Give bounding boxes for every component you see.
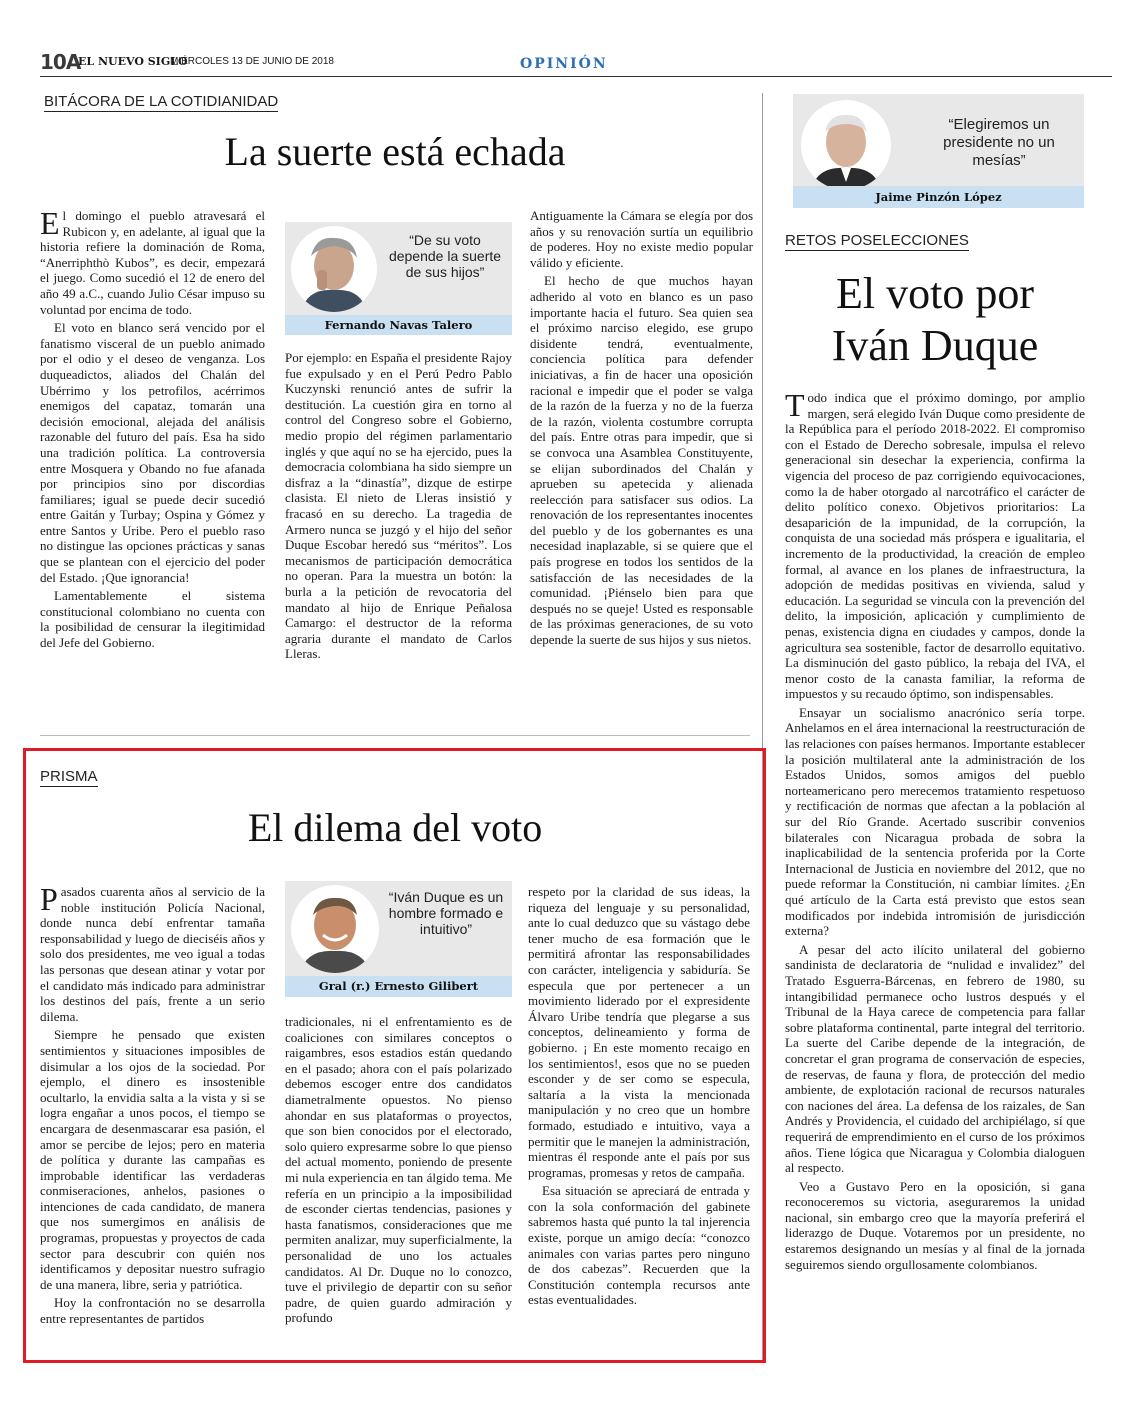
page-header [40,50,1112,78]
pullquote-text: “Iván Duque es un hombre formado e intuitivo” [388,889,504,937]
paragraph: El hecho de que muchos hayan adherido al voto en blanco es un paso importante hacia el futuro. Sea quien sea el próximo narciso elegido, ese grupo disidente tendrá, eventualmente, conciencia política para defender iniciativas, a fin de hacer una oposición racional e impedir que el poder se valga de la razón de la fuerza y no de la fuerza de la razón, violenta costumbre corrupta del país. Entre otras para impedir, que si se convoca una Asamblea Constituyente, se elijan subordinados del Chalán y aprueben su apetecida y alienada reelección para satisfacer sus odios. La renovación de los representantes inocentes del pueblo y de los gobernantes es una necesidad inaplazable, si se quiere que el país progrese en todos los sentidos de la satisfacción de las necesidades de la comunidad. ¡Piénselo bien para que después no se queje! Usted es responsable de las próximas generaciones, de su voto depende la suerte de sus hijos y sus nietos. [530,273,753,648]
author-photo [291,885,379,973]
article3-kicker: PRISMA [40,768,98,785]
article1-pullquote-box [285,222,512,335]
paragraph: odo indica que el próximo domingo, por amplio margen, será elegido Iván Duque como presidente de la República para el período 2018-2022. El compromiso con el Estado de Derecho sobresale, impulsa el relevo generacional sin desechar la experiencia, confirma la vigencia del proceso de paz corrigiendo equivocaciones, como la de haber otorgado al narcotráfico el carácter de delito político conexo. Objetivos prioritarios: La desaparición de la impunidad, de la corrupción, la conquista de una sociedad más próspera e igualitaria, el incremento de la productividad, la creación de empleo formal, al avance en los planes de infraestructura, la adopción de medidas positivas en vivienda, salud y educación. La seguridad se vincula con la prevención del delito, la imposición, aplicación y cumplimiento de penas, existencia digna en ciudades y campos, donde la agricultura sea sostenible, factor de desarrollo equitativo. La disminución del gasto público, la rebaja del IVA, el menor costo de la canasta familiar, la reforma de impuestos y su recaudo óptimo, son indispensables. [785,390,1085,702]
newspaper-name: EL NUEVO SIGLO [78,55,188,68]
article1-column1 [40,205,265,654]
paragraph: Ensayar un socialismo anacrónico sería torpe. Anhelamos en el área internacional la reestructuración de las relaciones con países hermanos. Importante establecer la posición multilateral ante la administración de los Estados Unidos, somos amigos del pueblo norteamericano pero merecemos tratamiento respetuoso y rectificación de normas que afectan a la población al sur del Río Grande. Acertado suscribir convenios bilaterales con Nicaragua probada de sobra la inaplicabilidad de la sentencia proferida por la Corte Internacional de Justicia en noviembre del 2012, que no puede reformar la Constitución, ni cambiar límites. ¿En qué artículo de la Carta está previsto que estos sean modificados por indebida intromisión de jurisdicción externa? [785,704,1085,939]
author-byline: Gral (r.) Ernesto Gilibert [285,976,512,997]
section-title: OPINIÓN [520,56,608,72]
paragraph: Por ejemplo: en España el presidente Rajoy fue expulsado y en el Perú Pedro Pablo Kuczynski renunció antes de sufrir la destitución. La cuestión gira en torno al control del Congreso sobre el Gobierno, medio propio del régimen parlamentario inglés y que aquí no se ha ejercido, pues la democracia colombiana ha sido siempre un disfraz a la “dinastía”, dizque de estirpe clasista. El nieto de Lleras insistió y fracasó en su derecho. La tragedia de Armero nunca se juzgó y el hijo del señor Duque Escobar heredó sus “méritos”. Los mecanismos de participación democrática no operan. Para la muestra un botón: la burla a la petición de revocatoria del mandato al hijo de Enrique Peñalosa Camargo: el destructor de la reforma agraria durante el mandato de Carlos Lleras. [285,350,512,662]
dropcap: E [40,205,60,241]
article2-kicker: RETOS POSELECCIONES [785,232,969,249]
headline-line: Iván Duque [831,321,1039,370]
headline-line: El voto por [836,269,1034,318]
issue-date: MIÉRCOLES 13 DE JUNIO DE 2018 [170,56,334,67]
author-photo [801,100,891,190]
author-byline: Jaime Pinzón López [793,186,1084,208]
paragraph: l domingo el pueblo atravesará el Rubicon y, en adelante, al igual que la historia refiere la dominación de Roma, “Anerriphthò Kubos”, es decir, empezará el juego. Como sucedió el 12 de enero del año 49 a.C., cuando Julio César impuso su voluntad por encima de todo. [40,208,265,317]
article3-column3 [528,884,750,1311]
article3-pullquote-box [285,881,512,997]
pullquote-text: “De su voto depende la suerte de sus hijos” [388,232,502,280]
article2-body [785,387,1085,1275]
article3-column1 [40,881,265,1330]
author-byline: Fernando Navas Talero [285,315,512,335]
article1-kicker: BITÁCORA DE LA COTIDIANIDAD [44,93,279,110]
paragraph: Esa situación se apreciará de entrada y con la sola conformación del gabinete sabremos hasta qué punto la tal injerencia existe, porque un amigo decía: “conozco animales con varias partes pero ninguno de dos cabezas”. Recuerden que la Constitución contempla recursos ante estas eventualidades. [528,1183,750,1308]
paragraph: asados cuarenta años al servicio de la noble institución Policía Nacional, donde nunca debí enfrentar tamaña responsabilidad y luego de dieciséis años y solo dos presidentes, me veo igual a todas las personas que desean atinar y votar por el candidato más indicado para administrar los destinos del país, frente a un serio dilema. [40,884,265,1024]
paragraph: tradicionales, ni el enfrentamiento es de coaliciones con similares conceptos o raigambres, esos estadios están quedando en el pasado; ahora con el país polarizado debemos escoger entre dos candidatos diametralmente opuestos. No pienso ahondar en sus plataformas o proyectos, que son bien conocidos por el electorado, solo quiero expresarme sobre lo que pienso del actual momento, poniendo de presente mi nula experiencia en tan álgido tema. Me refería en un principio a la imposibilidad de esconder ciertas tendencias, pasiones y hasta fanatismos, consideraciones que me permiten analizar, muy superficialmente, la personalidad de uno los actuales candidatos. Al Dr. Duque no lo conozco, tuve el privilegio de departir con su señor padre, de quien guardo admiración y profundo [285,1014,512,1326]
article2-pullquote-box [793,94,1084,208]
article3-headline: El dilema del voto [247,805,543,850]
article2-headline [780,268,1090,372]
paragraph: El voto en blanco será vencido por el fanatismo visceral de un pueblo animado por el odio y el deseo de venganza. Los duqueadictos, aliados del Chalán del Ubérrimo y los petrofilos, acérrimos enemigos del capataz, tomarán una decisión emocional, alejada del análisis razonable del futuro del país. Esa ha sido una tradición política. La controversia entre Mosquera y Obando no fue afanada por principios sino por discordias familiares; igual se puede decir sucedió entre Gaitán y Turbay; Ospina y Gómez y entre Santos y Uribe. Pero el pueblo raso no distingue las opciones prácticas y sanas que se plantean con el ejercicio del poder del Estado. ¡Que ignorancia! [40,320,265,585]
article1-headline: La suerte está echada [224,129,566,174]
paragraph: A pesar del acto ilícito unilateral del gobierno sandinista de declaratoria de “nulidad e invalidez” del Tratado Esguerra-Bárcenas, en febrero de 1980, su intangibilidad permanece ocho lustros después y el Tribunal de la Haya carece de competencia para fallar sobre plataforma continental, parte integral del territorio. La suerte del Caribe depende de la integración, de concretar el gran programa de conservación de especies, de reservas, de fauna y flora, de protección del medio ambiente, de explotación racional de recursos naturales con naciones del área. La defensa de los raizales, de San Andrés y Providencia, el cuidado del archipiélago, sí que requerirá de emprendimiento en el curso de los próximos años. Tiene lógica que Nicaragua y Colombia dialoguen al respecto. [785,941,1085,1176]
paragraph: Antiguamente la Cámara se elegía por dos años y su renovación surtía un equilibrio de poderes. Hoy no existe medio popular válido y eficiente. [530,208,753,270]
paragraph: respeto por la claridad de sus ideas, la riqueza del lenguaje y su personalidad, ante lo cual deduzco que su vástago debe tener mucho de esa formación que le permitirá afrontar las responsabilidades con carácter, inteligencia y sabiduría. Se especula que por pertenecer a un movimiento liderado por el expresidente Álvaro Uribe tendría que plegarse a sus conceptos, delineamiento y forma de gobierno. ¡ En este momento recaigo en los sentimientos!, esos que no se pueden esconder y de ser como se especula, saltaría a la vista la mencionada manipulación y no creo que un hombre formado, estudiado e intuitivo, vaya a permitir que le manejen la administración, mientras él responde ante el país por sus programas, promesas y retos de campaña. [528,884,750,1180]
article1-column2 [285,350,512,665]
page-number: 10A [40,50,81,74]
paragraph: Lamentablemente el sistema constitucional colombiano no cuenta con la posibilidad de censurar la ilegitimidad del Jefe del Gobierno. [40,588,265,651]
dropcap: T [785,387,805,423]
article1-column3 [530,208,753,651]
article3-column2 [285,1014,512,1329]
paragraph: Hoy la confrontación no se desarrolla entre representantes de partidos [40,1295,265,1327]
pullquote-text: “Elegiremos un presidente no un mesías” [943,116,1055,169]
paragraph: Siempre he pensado que existen sentimientos y situaciones imposibles de disimular a los ojos de la sociedad. Por ejemplo, el dinero es insostenible ocultarlo, la envidia salta a la vista y si se logra engañar a unos pocos, el tiempo se encargara de desenmascarar esa pasión, el amor se percibe de lejos; pero en materia de política y durante las campañas es improbable identificar las verdaderas conmiseraciones, anhelos, pasiones o intenciones de cada candidato, de manera que nos sumergimos en análisis de programas, propuestas y proyectos de cada sector para descubrir con quién nos identificamos y depositar nuestro sufragio de una manera, libre, seria y patriótica. [40,1027,265,1292]
section-divider [40,735,750,736]
author-photo [291,226,377,312]
dropcap: P [40,881,58,917]
header-rule [40,76,1112,77]
paragraph: Veo a Gustavo Pero en la oposición, si gana reconoceremos su victoria, aseguraremos la unidad nacional, sin embargo creo que la mayoría preferirá el liderazgo de Duque. Votaremos por un presidente, no estaremos designando un mesías y al final de la jornada seguiremos siendo orgullosamente colombianos. [785,1178,1085,1272]
